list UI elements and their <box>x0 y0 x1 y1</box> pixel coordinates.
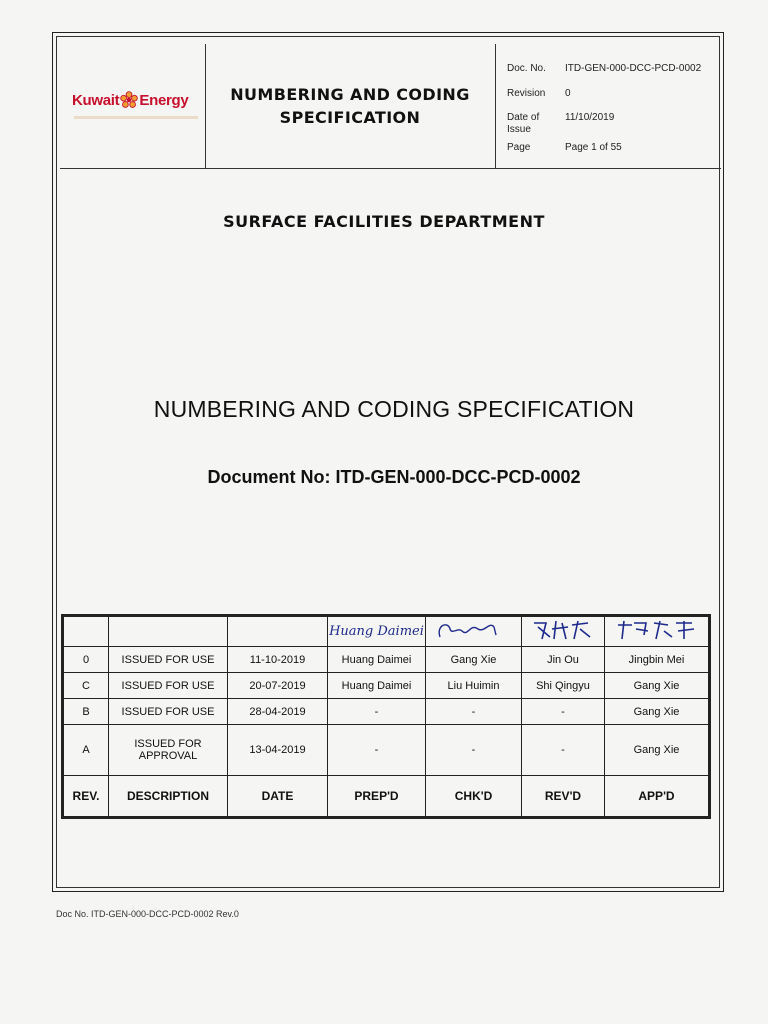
meta-value: 11/10/2019 <box>565 112 615 123</box>
header-description: DESCRIPTION <box>109 776 228 817</box>
sig-cell <box>109 617 228 647</box>
meta-value: ITD-GEN-000-DCC-PCD-0002 <box>565 63 702 74</box>
table-row <box>64 699 709 725</box>
header-prepd: PREP'D <box>328 776 426 817</box>
cell-description: ISSUED FOR USE <box>109 647 228 673</box>
meta-label: Revision <box>507 88 546 99</box>
cell-prepd: - <box>328 699 426 725</box>
cell-chkd: - <box>426 725 522 776</box>
cell-date: 13-04-2019 <box>228 725 328 776</box>
table-row <box>64 647 709 673</box>
sig-cell <box>228 617 328 647</box>
cell-rev: A <box>64 725 109 776</box>
header-title-line1: NUMBERING AND CODING <box>230 85 470 104</box>
cell-chkd: - <box>426 699 522 725</box>
table-row <box>64 725 709 776</box>
cell-revd: Jin Ou <box>522 647 605 673</box>
signature-revd <box>528 617 598 643</box>
table-header-row <box>64 776 709 817</box>
header-revd: REV'D <box>522 776 605 817</box>
cell-revd: - <box>522 699 605 725</box>
cell-chkd: Liu Huimin <box>426 673 522 699</box>
department-title: SURFACE FACILITIES DEPARTMENT <box>223 212 545 231</box>
cell-rev: 0 <box>64 647 109 673</box>
meta-value: Page 1 of 55 <box>565 142 622 153</box>
meta-row-page <box>495 142 721 153</box>
table-row <box>64 673 709 699</box>
meta-label: Date of Issue <box>507 112 540 135</box>
header-title-line2: SPECIFICATION <box>279 108 421 127</box>
header-appd: APP'D <box>605 776 709 817</box>
header-date: DATE <box>228 776 328 817</box>
page-footer: Doc No. ITD-GEN-000-DCC-PCD-0002 Rev.0 <box>56 909 239 919</box>
logo-text-left: Kuwait <box>72 91 120 109</box>
flower-icon <box>120 91 138 109</box>
cell-revd: Shi Qingyu <box>522 673 605 699</box>
meta-row-revision <box>495 88 721 99</box>
signature-chkd <box>434 617 514 643</box>
meta-row-docno <box>495 63 721 74</box>
sig-cell-chkd <box>426 617 522 647</box>
sig-cell <box>64 617 109 647</box>
signature-row <box>64 617 709 647</box>
doc-meta <box>495 44 721 168</box>
main-title: NUMBERING AND CODING SPECIFICATION <box>153 396 635 422</box>
meta-label: Doc. No. <box>507 63 546 74</box>
cell-description: ISSUED FOR USE <box>109 673 228 699</box>
cell-appd: Gang Xie <box>605 673 709 699</box>
signature-appd <box>612 617 702 643</box>
sig-cell-revd <box>522 617 605 647</box>
cell-rev: B <box>64 699 109 725</box>
cell-chkd: Gang Xie <box>426 647 522 673</box>
cell-date: 20-07-2019 <box>228 673 328 699</box>
cell-date: 11-10-2019 <box>228 647 328 673</box>
signature-prepd: Huang Daimei <box>329 624 424 639</box>
header-rev: REV. <box>64 776 109 817</box>
meta-label: Page <box>507 142 531 153</box>
cell-appd: Jingbin Mei <box>605 647 709 673</box>
cell-prepd: - <box>328 725 426 776</box>
header-block <box>60 44 721 169</box>
meta-value: 0 <box>565 88 571 99</box>
logo-tagline <box>74 116 198 119</box>
cell-revd: - <box>522 725 605 776</box>
logo-text-right: Energy <box>139 91 189 109</box>
cell-description: ISSUED FOR APPROVAL <box>109 725 228 776</box>
meta-row-date <box>495 112 721 136</box>
cell-description: ISSUED FOR USE <box>109 699 228 725</box>
header-title-cell <box>205 44 496 168</box>
logo-cell <box>60 44 206 168</box>
cell-prepd: Huang Daimei <box>328 647 426 673</box>
revision-table <box>63 616 709 817</box>
cell-prepd: Huang Daimei <box>328 673 426 699</box>
document-number: Document No: ITD-GEN-000-DCC-PCD-0002 <box>207 467 581 487</box>
header-chkd: CHK'D <box>426 776 522 817</box>
company-logo <box>72 88 202 112</box>
cell-appd: Gang Xie <box>605 725 709 776</box>
cell-date: 28-04-2019 <box>228 699 328 725</box>
sig-cell-prepd <box>328 617 426 647</box>
cell-appd: Gang Xie <box>605 699 709 725</box>
sig-cell-appd <box>605 617 709 647</box>
cell-rev: C <box>64 673 109 699</box>
